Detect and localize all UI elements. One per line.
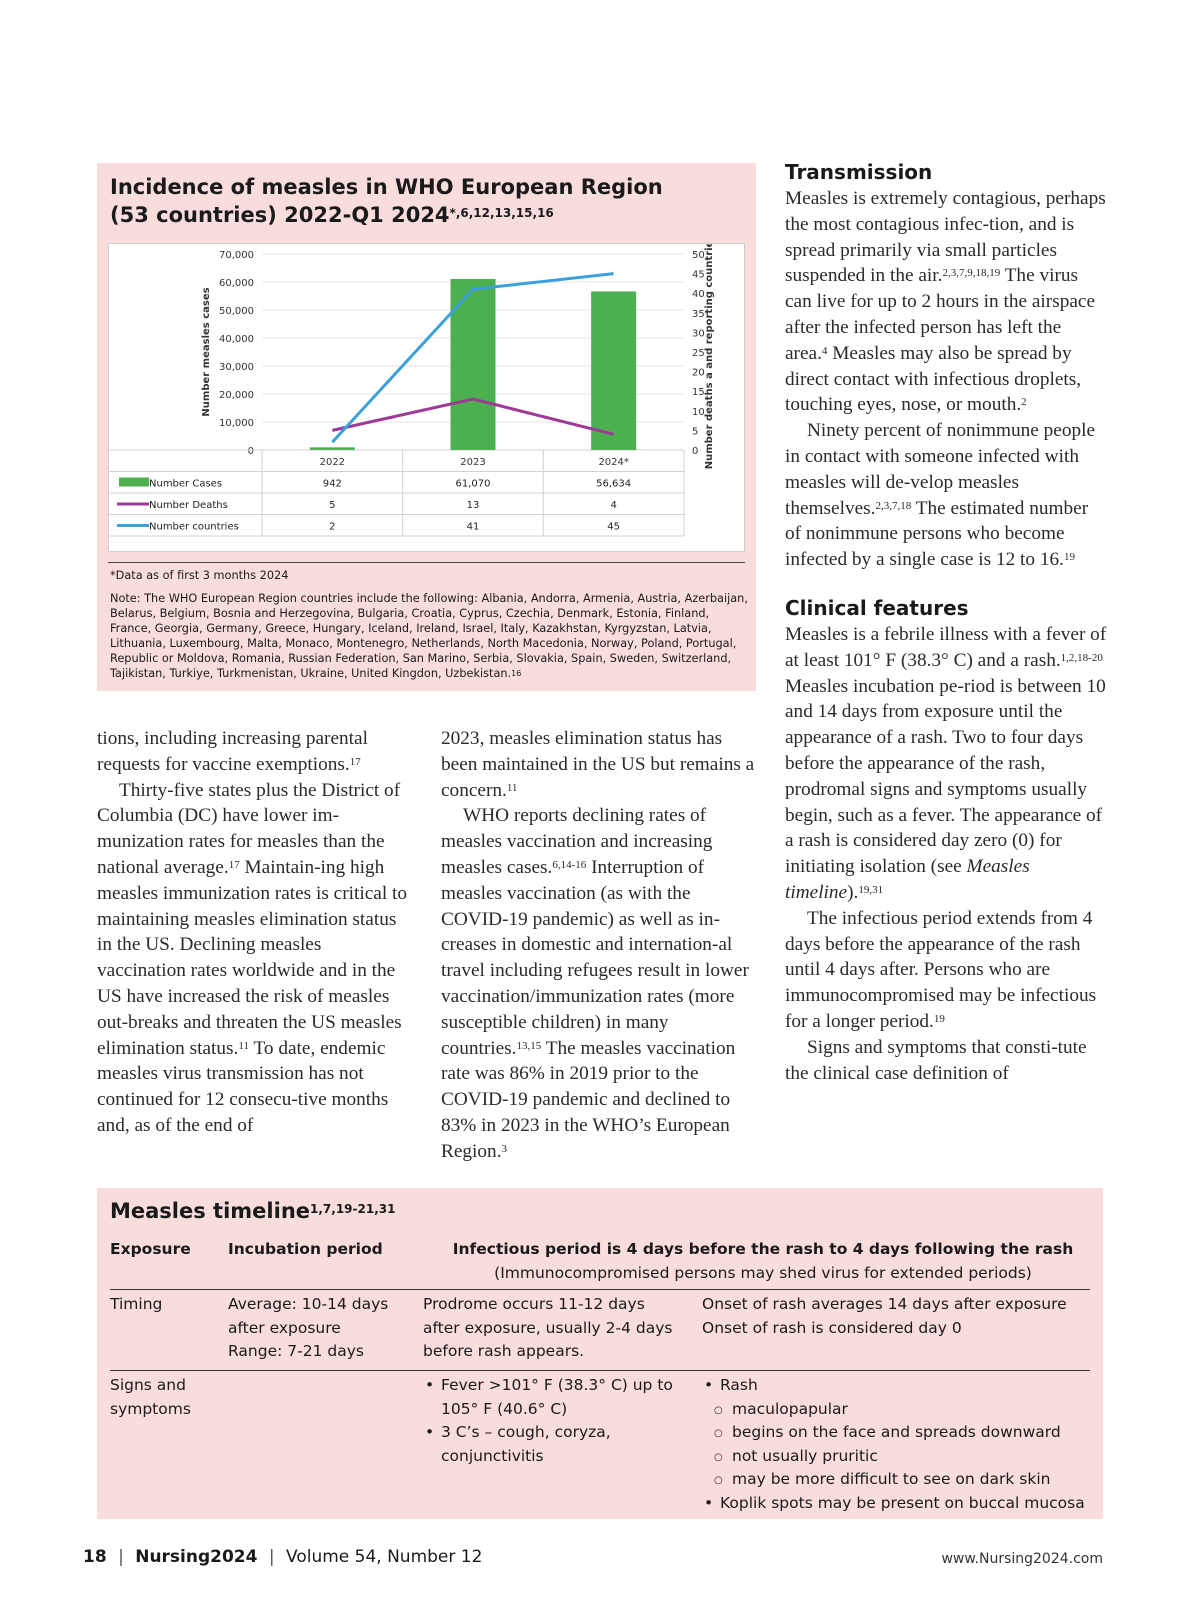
list-item: • Fever >101° F (38.3° C) up to 105° F (40.6° C): [423, 1374, 693, 1421]
y-tick-label: 50,000: [219, 306, 254, 317]
y-tick-label: 10,000: [219, 418, 254, 429]
header-infectious: Infectious period is 4 days before the rash to 4 days following the rash: [452, 1240, 1074, 1258]
data-label: 13: [466, 500, 480, 511]
signs-prodrome: [423, 1374, 693, 1468]
ref: 1,2,18-20: [1060, 651, 1103, 664]
column-1: [97, 726, 415, 1139]
timeline-title-refs: 1,7,19-21,31: [310, 1202, 396, 1216]
signs-rash: [702, 1374, 1102, 1515]
y-tick-label: 20,000: [219, 390, 254, 401]
y2-axis-label: Number deaths a and reporting countries: [704, 244, 715, 470]
header-infectious-sub: (Immunocompromised persons may shed virus for extended periods): [494, 1264, 1032, 1282]
bar-2022: [310, 447, 355, 450]
list-item: ○ not usually pruritic: [702, 1445, 1102, 1469]
timeline-title-text: Measles timeline: [110, 1199, 311, 1223]
y2-tick-label: 15: [692, 387, 705, 399]
col1-para1: tions, including increasing parental requests for vaccine exemptions.: [97, 728, 368, 775]
col3-trans1a: Measles is extremely contagious, perhaps the most contagious infec-tion, and is spread primarily via small particles suspended in the air.: [785, 188, 1106, 287]
header-exposure: Exposure: [110, 1240, 191, 1258]
legend-label: Number Cases: [149, 478, 223, 490]
ref: 17: [228, 858, 240, 871]
list-item: ○ begins on the face and spreads downward: [702, 1421, 1102, 1445]
legend-label: Number countries: [149, 521, 239, 533]
data-label: 2: [329, 521, 336, 533]
data-label: 942: [322, 478, 342, 490]
timing-rash-line: Onset of rash averages 14 days after exposure: [702, 1295, 1067, 1313]
ref: 3: [501, 1142, 508, 1155]
header-incubation: Incubation period: [228, 1240, 383, 1258]
data-label: 41: [466, 521, 480, 533]
y-tick-label: 70,000: [219, 250, 254, 261]
y-tick-label: 60,000: [219, 278, 254, 289]
column-2: [441, 726, 759, 1165]
signs-label: [110, 1374, 191, 1421]
timing-label: Timing: [110, 1295, 163, 1313]
ref: 11: [238, 1039, 249, 1052]
legend-label: Number Deaths: [149, 500, 228, 511]
col3-trans2a: Ninety percent of nonimmune people in contact with someone infected with measles will de-velop measles themselves.: [785, 420, 1096, 519]
chart-title-line2: (53 countries) 2022-Q1 2024: [110, 203, 450, 227]
timing-inc-line: Average: 10-14 days: [228, 1295, 389, 1313]
timing-prodrome: [423, 1293, 672, 1364]
chart-note-text: Note: The WHO European Region countries include the following: Albania, Andorra, Armenia, Austria, Azerbaijan, Belarus, Belgium, Bosnia and Herzegovina, Bulgaria, Croatia, Cyprus, Czechia, Denmark, Estonia, Finland, France, Georgia, Germany, Greece, Hungary, Iceland, Ireland, Israel, Italy, Kazakhstan, Kyrgyzstan, Latvia, Lithuania, Luxembourg, Malta, Monaco, Montenegro, Netherlands, North Macedonia, Norway, Poland, Portugal, Republic or Moldova, Romania, Russian Federation, San Marino, Serbia, Slovakia, Spain, Sweden, Switzerland, Tajikistan, Turkiye, Turkmenistan, Ukraine, United Kingdon, Uzbekistan.: [110, 592, 748, 680]
heading-transmission: Transmission: [785, 160, 933, 184]
timing-rash: [702, 1293, 1067, 1340]
timing-inc-line: after exposure: [228, 1318, 341, 1337]
data-label: 5: [329, 500, 336, 511]
y2-tick-label: 5: [692, 426, 699, 438]
x-tick-label: 2022: [319, 457, 346, 468]
ref: 19: [933, 1012, 945, 1025]
timeline-row-rule: [110, 1370, 1090, 1371]
chart-title-line1: Incidence of measles in WHO European Region: [110, 175, 663, 199]
page-number: 18: [83, 1547, 107, 1567]
ref: 6,14-16: [552, 858, 587, 871]
list-item: ○ may be more difficult to see on dark skin: [702, 1468, 1102, 1492]
col3-trans1b: The virus can live for up to 2 hours in the airspace after the infected person has left the area.: [785, 265, 1096, 364]
magazine-name: Nursing2024: [135, 1547, 258, 1567]
col1-para2c: To date, endemic measles virus transmission has not continued for 12 consecu-tive months and, as of the end of: [97, 1037, 389, 1136]
chart-note-ref: 16: [511, 669, 522, 678]
ref: 13,15: [516, 1039, 542, 1052]
ref: 4: [821, 344, 828, 357]
footer-url: www.Nursing2024.com: [941, 1551, 1103, 1567]
timeline-header-rule: [110, 1289, 1090, 1290]
ref: 11: [506, 781, 518, 794]
y-tick-label: 40,000: [219, 334, 254, 345]
measles-chart: [109, 244, 746, 553]
footer-left: [83, 1547, 482, 1567]
heading-clinical-features: Clinical features: [785, 595, 969, 620]
timing-pro-line: Prodrome occurs 11-12 days: [423, 1295, 645, 1313]
timing-inc-line: Range: 7-21 days: [228, 1342, 364, 1360]
timeline-title: [110, 1197, 395, 1225]
col1-para2a: Thirty-five states plus the District of Columbia (DC) have lower im-munization rates for measles than the national average.: [97, 779, 401, 878]
ref: 2,3,7,18: [875, 499, 912, 512]
ref: 19: [1063, 551, 1075, 564]
footer-sep: |: [268, 1547, 275, 1567]
col2-para2c: The measles vaccination rate was 86% in 2019 prior to the COVID-19 pandemic and declined to 83% in 2023 in the WHO’s European Region.: [441, 1037, 736, 1162]
col3-clin2a: The infectious period extends from 4 days before the appearance of the rash until 4 days after. Persons who are immunocompromised may be infectious for a longer period.: [785, 907, 1097, 1032]
y2-tick-label: 20: [692, 367, 705, 379]
chart-title-refs: *,6,12,13,15,16: [449, 206, 554, 220]
y2-tick-label: 30: [692, 328, 705, 340]
data-label: 45: [607, 521, 621, 533]
col3-clin1c: ).: [847, 881, 859, 903]
col1-para2b: Maintain-ing high measles immunization rates is critical to maintaining measles elimination status in the US. Declining measles vaccination rates worldwide and in the US have increased the risk of measles out-breaks and threaten the US measles elimination status.: [97, 856, 408, 1059]
chart-footnote: *Data as of first 3 months 2024: [110, 569, 289, 582]
ref: 2: [1021, 396, 1027, 409]
y-tick-label: 0: [247, 446, 254, 457]
col3-clin3: Signs and symptoms that consti-tute the clinical case definition of: [785, 1036, 1087, 1084]
y2-tick-label: 0: [692, 446, 699, 457]
bar-2024*: [591, 291, 636, 450]
ref: 17: [349, 755, 361, 768]
list-item: • Koplik spots may be present on buccal mucosa: [702, 1492, 1102, 1516]
timing-rash-line: Onset of rash is considered day 0: [702, 1318, 962, 1337]
chart-area: [108, 243, 745, 552]
timing-incubation: [228, 1293, 388, 1364]
y-tick-label: 30,000: [219, 362, 254, 373]
timeline-crossref: Measles timeline: [785, 856, 1030, 903]
signs-label-line: Signs and: [110, 1376, 186, 1394]
list-item: • 3 C’s – cough, coryza, conjunctivitis: [423, 1421, 693, 1468]
ref: 19,31: [858, 883, 884, 896]
data-label: 61,070: [455, 478, 491, 490]
legend-key-number-cases: [119, 478, 149, 487]
footer-sep: |: [118, 1547, 124, 1567]
col2-para1: 2023, measles elimination status has been maintained in the US but remains a concern.: [441, 728, 755, 801]
y-axis-label: Number measles cases: [201, 287, 212, 417]
data-label: 4: [610, 500, 617, 511]
col3-clin1a: Measles is a febrile illness with a fever of at least 101° F (38.3° C) and a rash.: [785, 623, 1107, 671]
y2-tick-label: 35: [692, 308, 705, 320]
col3-trans2b: The estimated number of nonimmune persons who become infected by a single case is 12 to 16.: [785, 497, 1089, 571]
col2-para2b: Interruption of measles vaccination (as with the COVID-19 pandemic) as well as in-creases in domestic and internation-al travel including refugees result in lower vaccination/immunization rates (more susceptible children) in many countries.: [441, 856, 749, 1059]
y2-tick-label: 45: [692, 269, 705, 281]
data-label: 56,634: [596, 478, 632, 490]
column-3: [785, 159, 1107, 1086]
list-item: • Rash: [702, 1374, 1102, 1398]
col3-clin1b: Measles incubation pe-riod is between 10 and 14 days from exposure until the appearance of a rash. Two to four days before the appearance of the rash, prodromal signs and symptoms usually begin, such as a fever. The appearance of a rash is considered day zero (0) for initiating isolation (see: [785, 675, 1106, 878]
timing-pro-line: before rash appears.: [423, 1342, 585, 1360]
ref: 2,3,7,9,18,19: [942, 267, 1001, 280]
col2-para2a: WHO reports declining rates of measles vaccination and increasing measles cases.: [441, 805, 713, 878]
y2-tick-label: 10: [692, 406, 705, 418]
y2-tick-label: 25: [692, 348, 705, 359]
y2-tick-label: 40: [692, 289, 705, 301]
timing-pro-line: after exposure, usually 2-4 days: [423, 1318, 673, 1337]
volume-info: Volume 54, Number 12: [286, 1547, 483, 1567]
signs-label-line: symptoms: [110, 1399, 191, 1418]
list-item: ○ maculopapular: [702, 1398, 1102, 1422]
chart-note: [110, 591, 750, 681]
x-tick-label: 2024*: [598, 457, 629, 468]
chart-title: [110, 173, 750, 229]
chart-divider: [108, 562, 745, 563]
x-tick-label: 2023: [460, 457, 486, 468]
y2-tick-label: 50: [692, 250, 705, 261]
col3-trans1c: Measles may also be spread by direct contact with infectious droplets, touching eyes, nose, or mouth.: [785, 342, 1082, 416]
